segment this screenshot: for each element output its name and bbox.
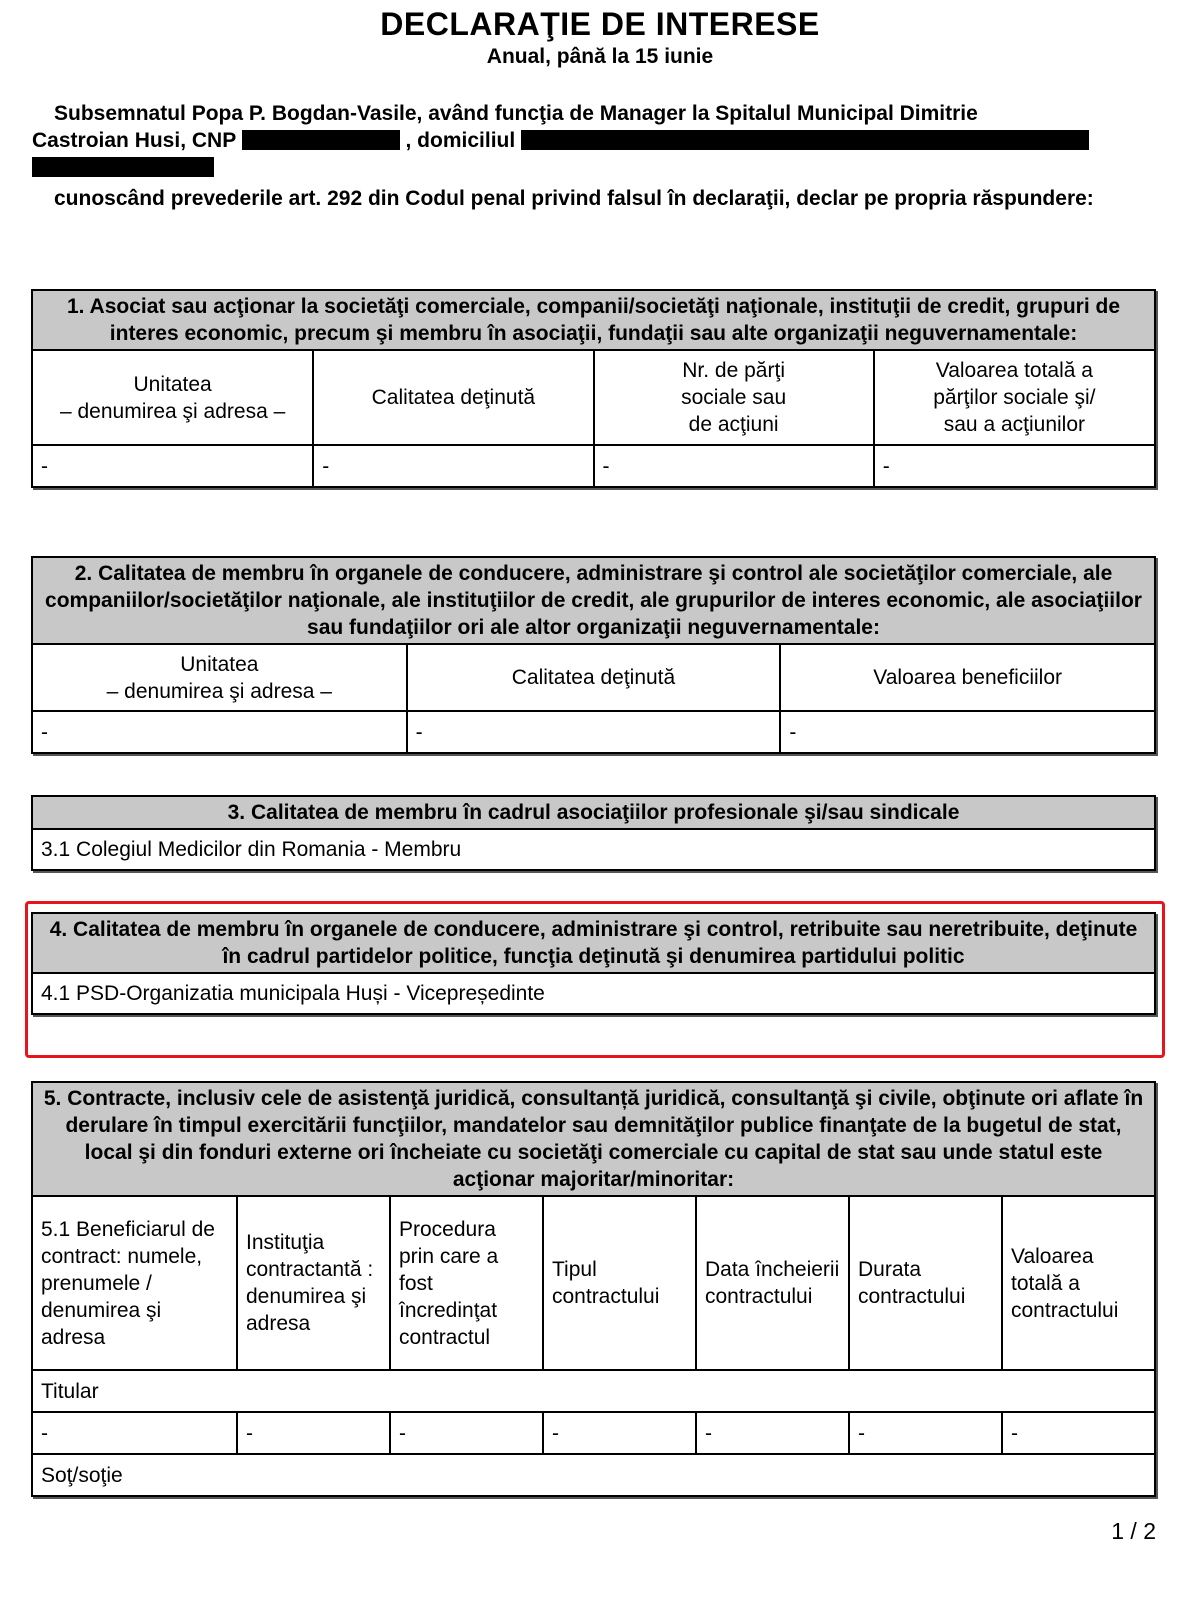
table-cell: - [313, 445, 593, 486]
section-2 [31, 556, 1156, 754]
section-1-table [33, 351, 1154, 486]
table-cell: - [874, 445, 1154, 486]
table-cell: - [33, 711, 407, 752]
table-cell: - [594, 445, 874, 486]
redacted-address [521, 130, 1089, 150]
s1-col-shares: Nr. de părţi sociale sau de acţiuni [594, 351, 874, 445]
table-cell: - [543, 1412, 696, 1454]
intro-line-2b: , domiciliul [405, 129, 516, 152]
section-3-title: 3. Calitatea de membru în cadrul asociaţiilor profesionale şi/sau sindicale [33, 797, 1154, 830]
s5-col-institution: Instituţia contractantă : denumirea şi adresa [237, 1197, 390, 1370]
redacted-address-cont [32, 157, 214, 177]
s5-col-date: Data încheierii contractului [696, 1197, 849, 1370]
table-cell: - [390, 1412, 543, 1454]
redacted-cnp [242, 130, 400, 150]
table-cell: - [33, 1412, 237, 1454]
spouse-label: Soţ/soţie [33, 1454, 1155, 1495]
table-cell: - [696, 1412, 849, 1454]
section-2-table [33, 645, 1154, 752]
section-4-title: 4. Calitatea de membru în organele de conducere, administrare şi control, retribuite sau neretribuite, deţinute în cadrul partidelor politice, funcţia deţinută şi denumirea partidului politic [33, 914, 1154, 974]
section-3-entry: 3.1 Colegiul Medicilor din Romania - Membru [41, 838, 462, 861]
titular-label: Titular [33, 1370, 1155, 1412]
s2-col-benefits: Valoarea beneficiilor [780, 645, 1154, 711]
s2-col-role: Calitatea deţinută [407, 645, 781, 711]
table-cell: - [780, 711, 1154, 752]
s5-col-duration: Durata contractului [849, 1197, 1002, 1370]
s1-col-role: Calitatea deţinută [313, 351, 593, 445]
declaration-line: cunoscând prevederile art. 292 din Codul penal privind falsul în declaraţii, declar pe propria răspundere: [54, 187, 1094, 210]
intro-line-1: Subsemnatul Popa P. Bogdan-Vasile, având funcţia de Manager la Spitalul Municipal Dimitrie [54, 102, 978, 125]
s1-col-unit: Unitatea – denumirea şi adresa – [33, 351, 313, 445]
intro-paragraph [32, 100, 1157, 181]
section-5-title: 5. Contracte, inclusiv cele de asistenţă juridică, consultanță juridică, consultanţă şi civile, obţinute ori aflate în derulare în timpul exercitării funcţiilor, mandatelor sau demnităţilor publice finanţate de la bugetul de stat, local şi din fonduri externe ori încheiate cu societăţi comerciale cu capital de stat sau unde statul este acţionar majoritar/minoritar: [33, 1083, 1154, 1197]
document-subtitle: Anual, până la 15 iunie [486, 45, 714, 68]
section-4 [31, 912, 1156, 1015]
section-1 [31, 289, 1156, 488]
section-3 [31, 795, 1156, 871]
table-cell: - [33, 445, 313, 486]
table-cell: - [237, 1412, 390, 1454]
s2-col-unit: Unitatea – denumirea şi adresa – [33, 645, 407, 711]
section-2-title: 2. Calitatea de membru în organele de conducere, administrare şi control ale societăţilor comerciale, ale companiilor/societăţilor naţionale, ale instituţiilor de credit, ale grupurilor de interes economic, ale asociaţiilor sau fundaţiilor ori ale altor organizaţii neguvernamentale: [33, 558, 1154, 645]
table-cell: - [407, 711, 781, 752]
section-1-title: 1. Asociat sau acţionar la societăţi comerciale, companii/societăţi naţionale, instituţii de credit, grupuri de interes economic, precum şi membru în asociaţii, fundaţii sau alte organizaţii neguvernamentale: [33, 291, 1154, 351]
table-cell: - [1002, 1412, 1155, 1454]
table-cell: - [849, 1412, 1002, 1454]
intro-line-2a: Castroian Husi, CNP [32, 129, 236, 152]
s5-col-value: Valoarea totală a contractului [1002, 1197, 1155, 1370]
s5-col-beneficiary: 5.1 Beneficiarul de contract: numele, prenumele / denumirea şi adresa [33, 1197, 237, 1370]
section-4-entry: 4.1 PSD-Organizatia municipala Huși - Vicepreședinte [41, 982, 545, 1005]
section-5 [31, 1081, 1156, 1497]
s1-col-value: Valoarea totală a părţilor sociale şi/ sau a acţiunilor [874, 351, 1154, 445]
document-title: DECLARAŢIE DE INTERESE [380, 6, 820, 42]
s5-col-procedure: Procedura prin care a fost încredinţat contractul [390, 1197, 543, 1370]
section-5-table [33, 1197, 1155, 1495]
s5-col-type: Tipul contractului [543, 1197, 696, 1370]
declaration-text [32, 185, 1157, 212]
page-number: 1 / 2 [1111, 1518, 1156, 1544]
